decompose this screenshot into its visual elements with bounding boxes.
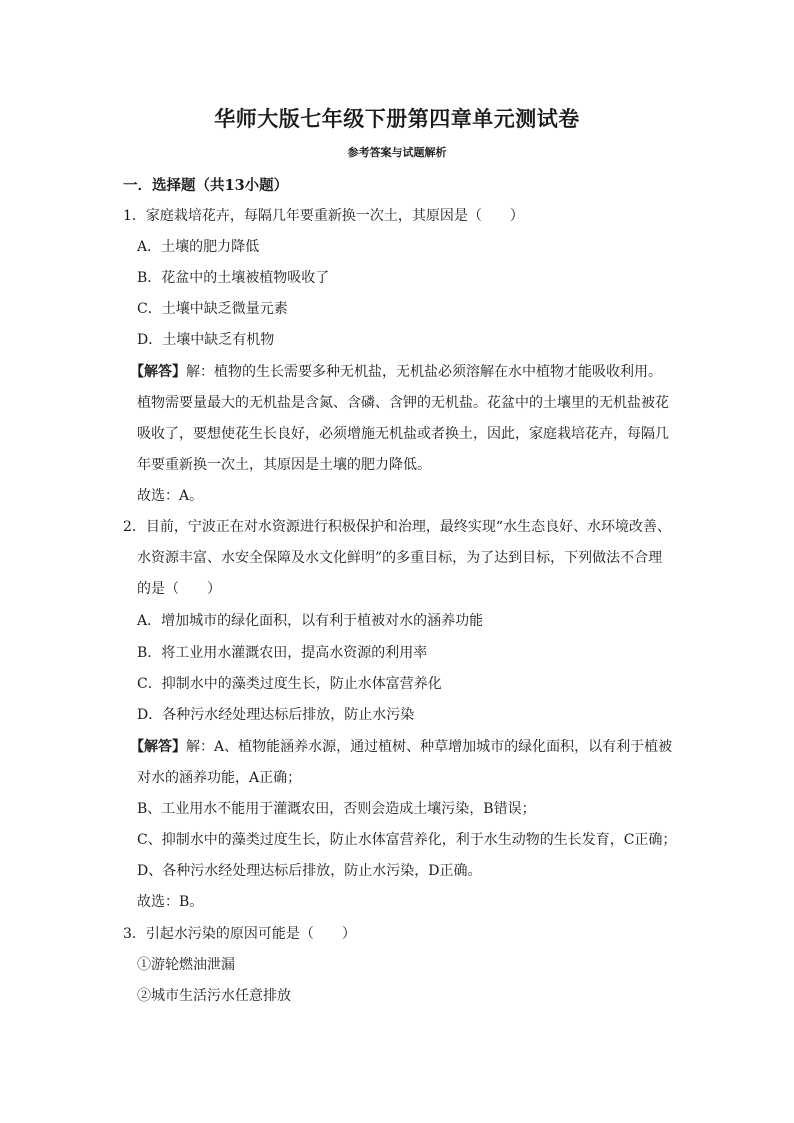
question-1-option-c: C．土壤中缺乏微量元素 — [137, 301, 288, 317]
question-2-answer-line-1 — [130, 737, 672, 757]
question-1-answer-text-1: 解：植物的生长需要多种无机盐，无机盐必须溶解在水中植物才能吸收利用。 — [186, 364, 662, 380]
question-2-answer-line-2: 对水的涵养功能，A正确； — [137, 770, 302, 786]
question-1-answer-line-4: 年要重新换一次土，其原因是土壤的肥力降低。 — [137, 457, 431, 473]
question-1-answer-tag: 【解答】 — [130, 364, 186, 380]
question-2-option-b: B．将工业用水灌溉农田，提高水资源的利用率 — [137, 645, 428, 661]
question-2-choice: 故选：B。 — [137, 894, 204, 910]
question-1-answer-line-1 — [130, 362, 662, 382]
question-1-answer-line-3: 吸收了，要想使花生长良好，必须增施无机盐或者换土，因此，家庭栽培花卉，每隔几 — [137, 426, 669, 442]
question-2-answer-tag: 【解答】 — [130, 739, 186, 755]
question-1-choice: 故选：A。 — [137, 488, 204, 504]
question-1-option-a: A．土壤的肥力降低 — [137, 239, 260, 255]
question-3-stem: 3．引起水污染的原因可能是（ ） — [123, 926, 356, 942]
question-2-stem-line-1: 2．目前，宁波正在对水资源进行积极保护和治理，最终实现“水生态良好、水环境改善、 — [123, 519, 672, 535]
page-subtitle: 参考答案与试题解析 — [347, 146, 447, 159]
section-heading: 一．选择题（共13小题） — [123, 177, 289, 194]
question-2-option-c: C．抑制水中的藻类过度生长，防止水体富营养化 — [137, 676, 442, 692]
question-1-answer-line-2: 植物需要量最大的无机盐是含氮、含磷、含钾的无机盐。花盆中的土壤里的无机盐被花 — [137, 395, 669, 411]
question-1-option-b: B．花盆中的土壤被植物吸收了 — [137, 270, 330, 286]
question-2-answer-line-3: B、工业用水不能用于灌溉农田，否则会造成土壤污染，B错误； — [137, 801, 536, 817]
question-2-stem-line-2: 水资源丰富、水安全保障及水文化鲜明”的多重目标，为了达到目标，下列做法不合理 — [137, 550, 663, 566]
question-2-answer-text-1: 解：A、植物能涵养水源，通过植树、种草增加城市的绿化面积，以有利于植被 — [186, 739, 673, 755]
question-2-stem-line-3: 的是（ ） — [137, 581, 221, 597]
page-title: 华师大版七年级下册第四章单元测试卷 — [214, 106, 580, 131]
question-1-option-d: D．土壤中缺乏有机物 — [137, 332, 275, 348]
question-3-item-2: ②城市生活污水任意排放 — [137, 988, 291, 1004]
question-2-option-a: A．增加城市的绿化面积，以有利于植被对水的涵养功能 — [137, 613, 484, 629]
question-2-answer-line-4: C、抑制水中的藻类过度生长，防止水体富营养化，利于水生动物的生长发育，C正确； — [137, 832, 677, 848]
question-2-option-d: D．各种污水经处理达标后排放，防止水污染 — [137, 707, 415, 723]
question-1-stem: 1．家庭栽培花卉，每隔几年要重新换一次土，其原因是（ ） — [123, 208, 524, 224]
question-3-item-1: ①游轮燃油泄漏 — [137, 957, 235, 973]
question-2-answer-line-5: D、各种污水经处理达标后排放，防止水污染，D正确。 — [137, 863, 482, 879]
